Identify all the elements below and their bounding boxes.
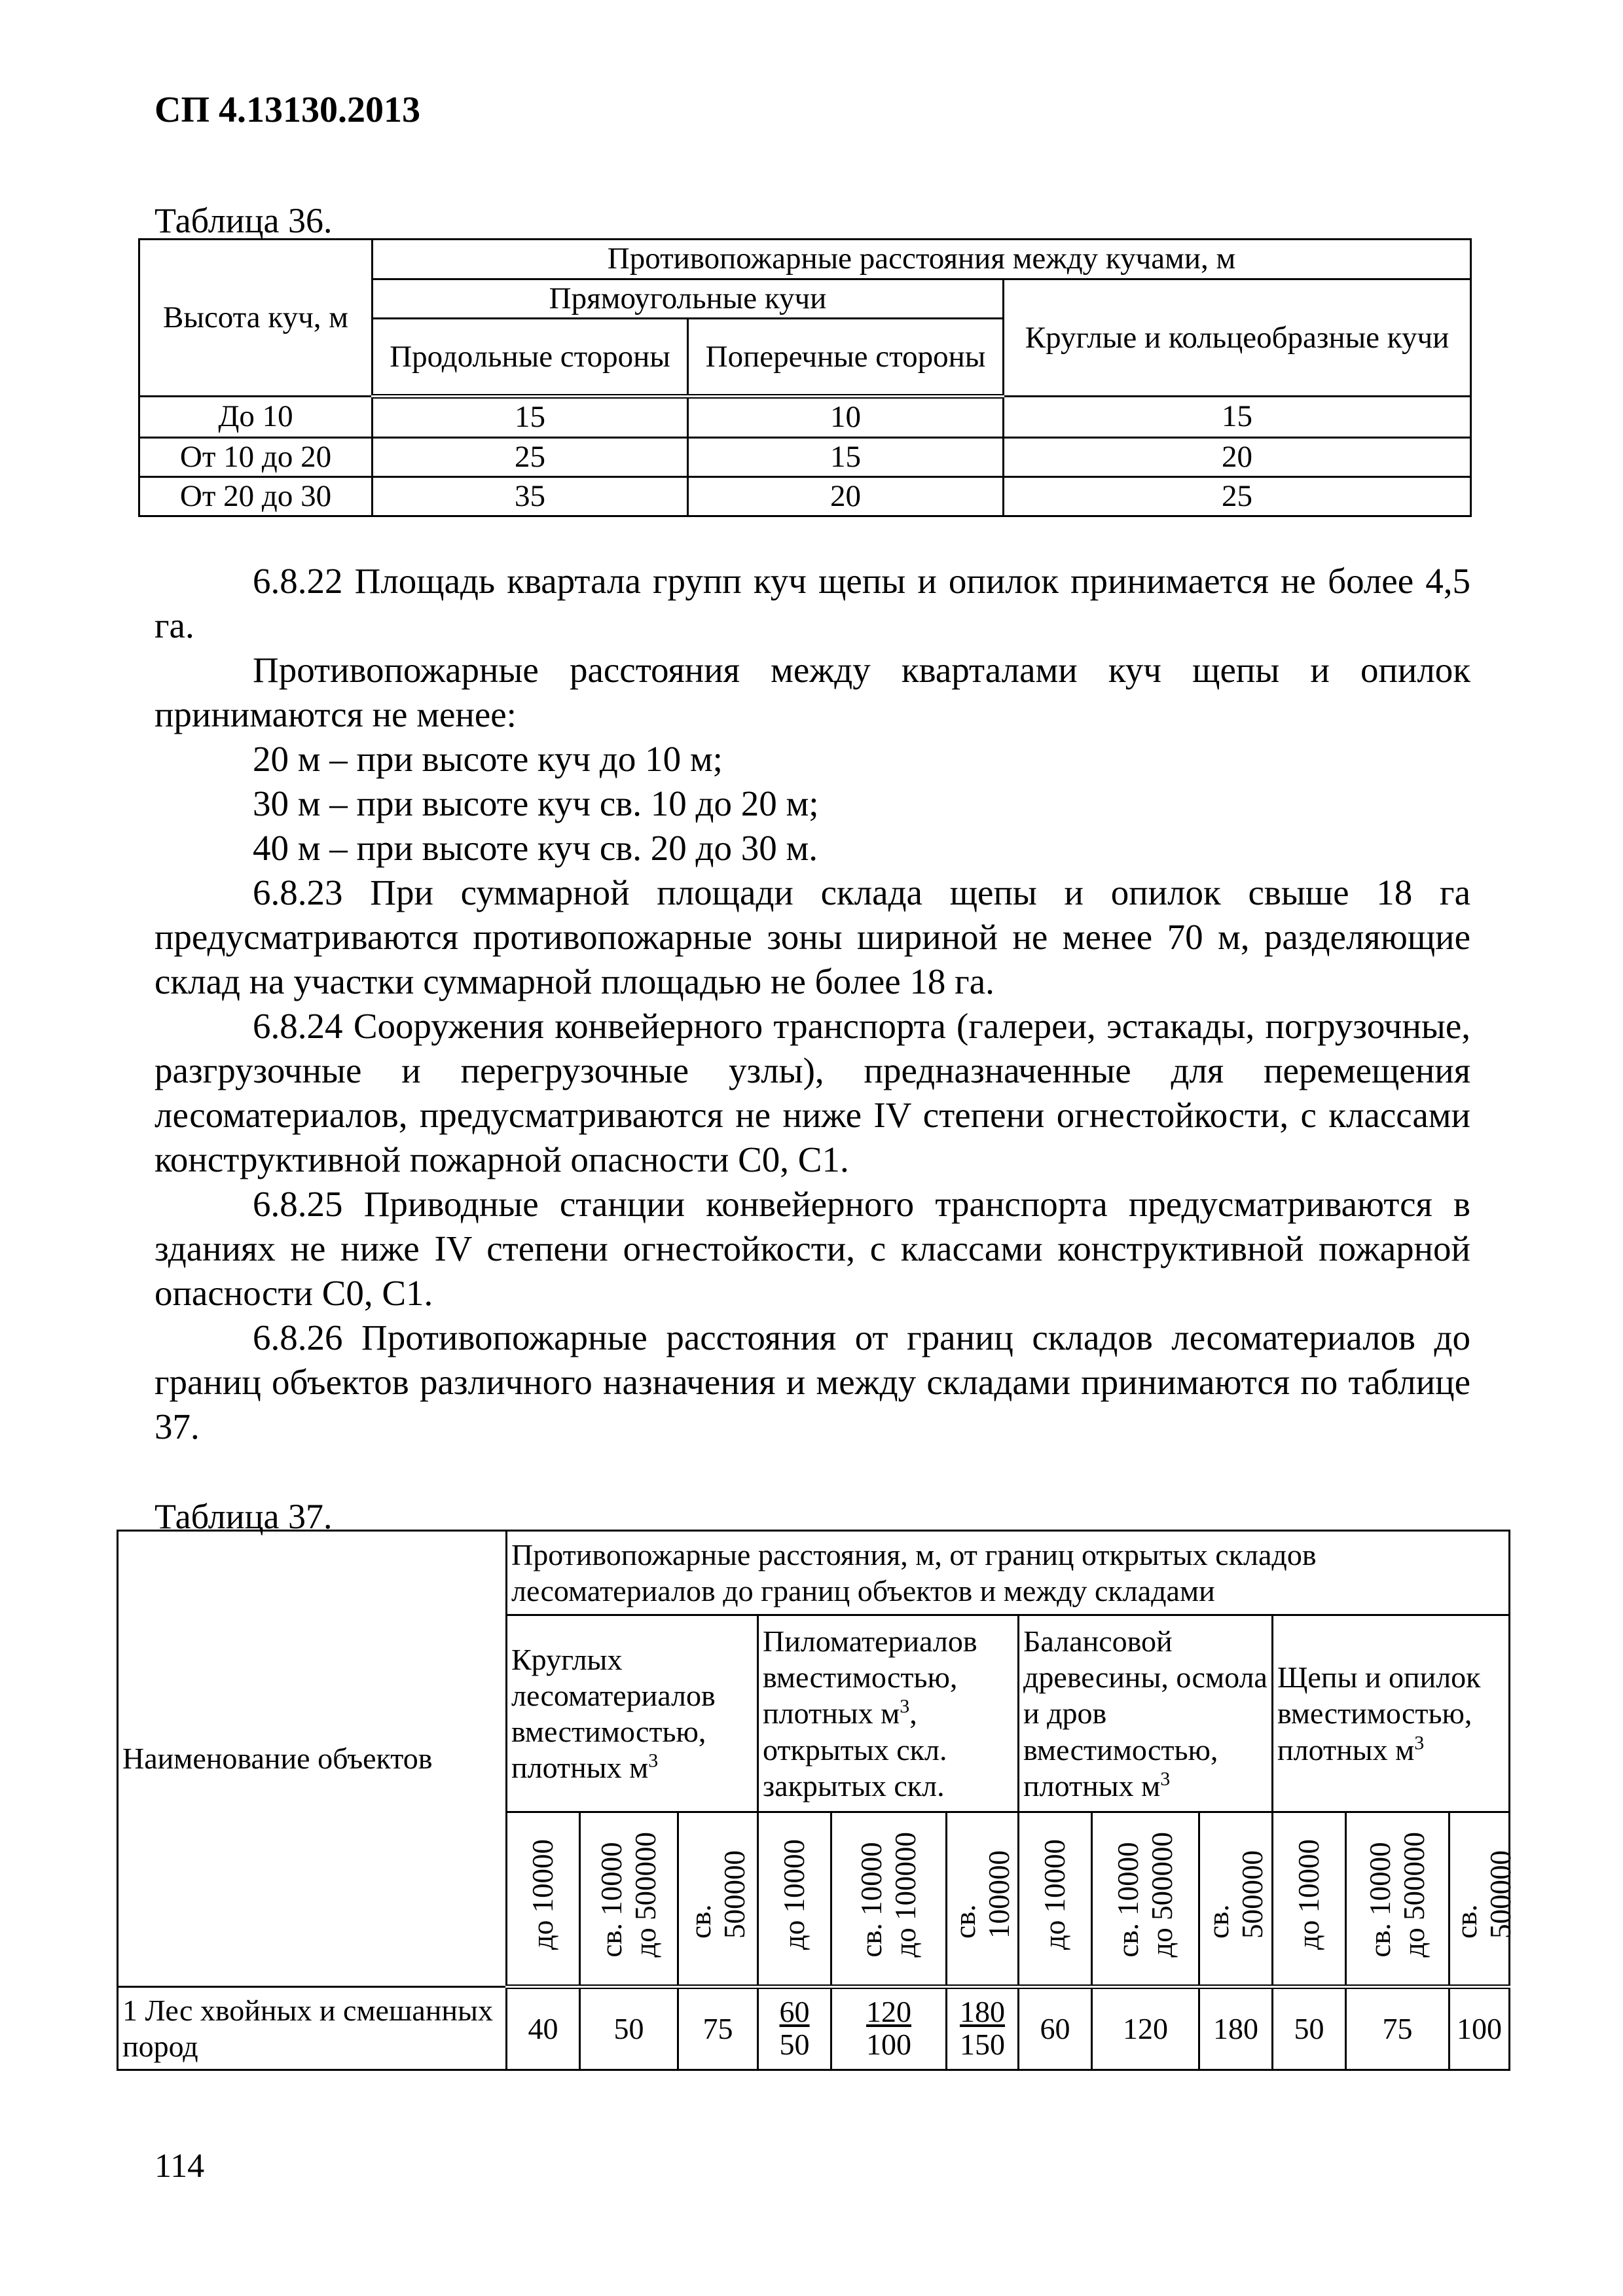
- distance-cell: 50: [580, 1987, 678, 2070]
- capacity-subheader-text: св. 10000 до 500000: [594, 1832, 662, 1958]
- transverse-sides-header: Поперечные стороны: [688, 319, 1004, 397]
- group-chips-sawdust-text: Щепы и опилок вместимостью, плотных м: [1277, 1660, 1481, 1767]
- capacity-subheader-text: до 10000: [1038, 1839, 1071, 1950]
- fraction-value: [780, 1996, 810, 2062]
- table-row: [139, 397, 1471, 437]
- table-37-body: [118, 1987, 1510, 2070]
- group-balance-wood-header: [1019, 1615, 1273, 1812]
- cube-superscript: 3: [1414, 1732, 1425, 1754]
- paragraph-6-8-26: 6.8.26 Противопожарные расстояния от границ складов лесоматериалов до границ объектов различного назначения и между складами принимаются по таблице 37.: [155, 1318, 1470, 1446]
- fraction-open-storage: 120: [866, 1994, 911, 2028]
- page-number: 114: [155, 2147, 205, 2185]
- group-round-timber-text: Круглых лесоматериалов вместимостью, плотных м: [511, 1642, 716, 1785]
- table-36: [138, 238, 1472, 517]
- fraction-closed-storage: 150: [960, 2028, 1005, 2062]
- cube-superscript: 3: [1160, 1768, 1171, 1790]
- capacity-subheader-text: св. 500000: [684, 1850, 751, 1939]
- fraction-open-storage: 180: [960, 1994, 1005, 2028]
- table-36-caption: Таблица 36.: [155, 201, 333, 240]
- fraction-value: [866, 1996, 911, 2062]
- capacity-subheader: [1199, 1812, 1273, 1987]
- table-row: [118, 1987, 1510, 2070]
- fraction-closed-storage: 50: [779, 2028, 810, 2062]
- capacity-subheader: [580, 1812, 678, 1987]
- distance-cell: 180: [1199, 1987, 1273, 2070]
- pile-height-cell: От 10 до 20: [139, 437, 373, 476]
- distance-cell: 120: [1092, 1987, 1199, 2070]
- distance-cell: [758, 1987, 831, 2070]
- distance-cell: 20: [688, 476, 1004, 516]
- distance-cell: 100: [1450, 1987, 1510, 2070]
- distance-cell: 75: [1346, 1987, 1450, 2070]
- capacity-subheader: [831, 1812, 947, 1987]
- group-sawn-timber-text: Пиломатериалов вместимостью, плотных м: [763, 1624, 977, 1731]
- cube-superscript: 3: [900, 1696, 910, 1718]
- capacity-subheader: [1346, 1812, 1450, 1987]
- fraction-value: [960, 1996, 1005, 2062]
- distance-line-2: 30 м – при высоте куч св. 10 до 20 м;: [253, 783, 819, 823]
- fraction-open-storage: 60: [779, 1994, 810, 2028]
- capacity-subheader: [1450, 1812, 1517, 1987]
- table-row: [139, 476, 1471, 516]
- capacity-subheader: [678, 1812, 758, 1987]
- object-name-header: Наименование объектов: [118, 1531, 507, 1987]
- capacity-subheader-text: св. 10000 до 500000: [1363, 1832, 1431, 1958]
- distance-cell: 20: [1004, 437, 1471, 476]
- distance-cell: 75: [678, 1987, 758, 2070]
- longitudinal-sides-header: Продольные стороны: [373, 319, 688, 397]
- distance-cell: 15: [1004, 397, 1471, 437]
- cube-superscript: 3: [648, 1749, 659, 1772]
- group-sawn-timber-suffix: , открытых скл. закрытых скл.: [763, 1696, 947, 1803]
- pile-height-cell: От 20 до 30: [139, 476, 373, 516]
- distance-cell: 25: [1004, 476, 1471, 516]
- paragraph-distances-intro: Противопожарные расстояния между кварталами куч щепы и опилок принимаются не менее:: [155, 650, 1470, 734]
- capacity-subheader: [1273, 1812, 1346, 1987]
- distance-cell: 35: [373, 476, 688, 516]
- distance-cell: 40: [507, 1987, 580, 2070]
- capacity-subheader: [1092, 1812, 1199, 1987]
- height-header: Высота куч, м: [139, 240, 373, 397]
- table-37-caption: Таблица 37.: [155, 1497, 333, 1536]
- distance-line-3: 40 м – при высоте куч св. 20 до 30 м.: [253, 828, 818, 868]
- distance-cell: [831, 1987, 947, 2070]
- distance-cell: 50: [1273, 1987, 1346, 2070]
- capacity-subheader: [947, 1812, 1019, 1987]
- capacity-subheader-text: св. 10000 до 100000: [854, 1832, 922, 1958]
- body-text: [155, 559, 1470, 1449]
- group-chips-sawdust-header: [1273, 1615, 1510, 1812]
- object-name-cell: 1 Лес хвойных и смешанных пород: [118, 1987, 507, 2070]
- distance-line-1: 20 м – при высоте куч до 10 м;: [253, 739, 723, 779]
- table-37: [117, 1530, 1517, 2071]
- paragraph-6-8-24: 6.8.24 Сооружения конвейерного транспорта (галереи, эстакады, погрузочные, разгрузочные и перегрузочные узлы), предназначенные для перемещения лесоматериалов, предусматриваются не ниже IV степени огнестойкости, с классами конструктивной пожарной опасности С0, С1.: [155, 1006, 1470, 1179]
- capacity-subheader: [507, 1812, 580, 1987]
- document-code: СП 4.13130.2013: [155, 90, 420, 130]
- distance-cell: [947, 1987, 1019, 2070]
- group-balance-wood-text: Балансовой древесины, осмола и дров вместимостью, плотных м: [1023, 1624, 1267, 1803]
- group-round-timber-header: [507, 1615, 758, 1812]
- rectangular-piles-header: Прямоугольные кучи: [373, 279, 1004, 319]
- capacity-subheader-text: до 10000: [777, 1839, 811, 1950]
- table-row: [139, 437, 1471, 476]
- table-36-body: [139, 397, 1471, 516]
- distance-cell: 10: [688, 397, 1004, 437]
- distance-cell: 15: [373, 397, 688, 437]
- round-piles-header: Круглые и кольцеобразные кучи: [1004, 279, 1471, 397]
- distance-group-header: Противопожарные расстояния между кучами, м: [373, 240, 1471, 279]
- paragraph-6-8-25: 6.8.25 Приводные станции конвейерного транспорта предусматриваются в зданиях не ниже IV степени огнестойкости, с классами конструктивной пожарной опасности С0, С1.: [155, 1184, 1470, 1313]
- capacity-subheader-text: до 10000: [526, 1839, 559, 1950]
- capacity-subheader-text: св. 500000: [1450, 1850, 1517, 1939]
- distance-cell: 60: [1019, 1987, 1092, 2070]
- capacity-subheader: [1019, 1812, 1092, 1987]
- distance-top-header: Противопожарные расстояния, м, от границ открытых складов лесоматериалов до границ объектов и между складами: [507, 1531, 1510, 1615]
- group-sawn-timber-header: [758, 1615, 1019, 1812]
- paragraph-6-8-22: 6.8.22 Площадь квартала групп куч щепы и опилок принимается не более 4,5 га.: [155, 561, 1470, 645]
- capacity-subheader: [758, 1812, 831, 1987]
- capacity-subheader-text: св. 100000: [948, 1850, 1015, 1939]
- pile-height-cell: До 10: [139, 397, 373, 437]
- fraction-closed-storage: 100: [866, 2028, 911, 2062]
- paragraph-6-8-23: 6.8.23 При суммарной площади склада щепы и опилок свыше 18 га предусматриваются противопожарные зоны шириной не менее 70 м, разделяющие склад на участки суммарной площадью не более 18 га.: [155, 872, 1470, 1001]
- capacity-subheader-text: св. 500000: [1201, 1850, 1269, 1939]
- distance-cell: 15: [688, 437, 1004, 476]
- distance-cell: 25: [373, 437, 688, 476]
- capacity-subheader-text: св. 10000 до 500000: [1111, 1832, 1178, 1958]
- capacity-subheader-text: до 10000: [1292, 1839, 1325, 1950]
